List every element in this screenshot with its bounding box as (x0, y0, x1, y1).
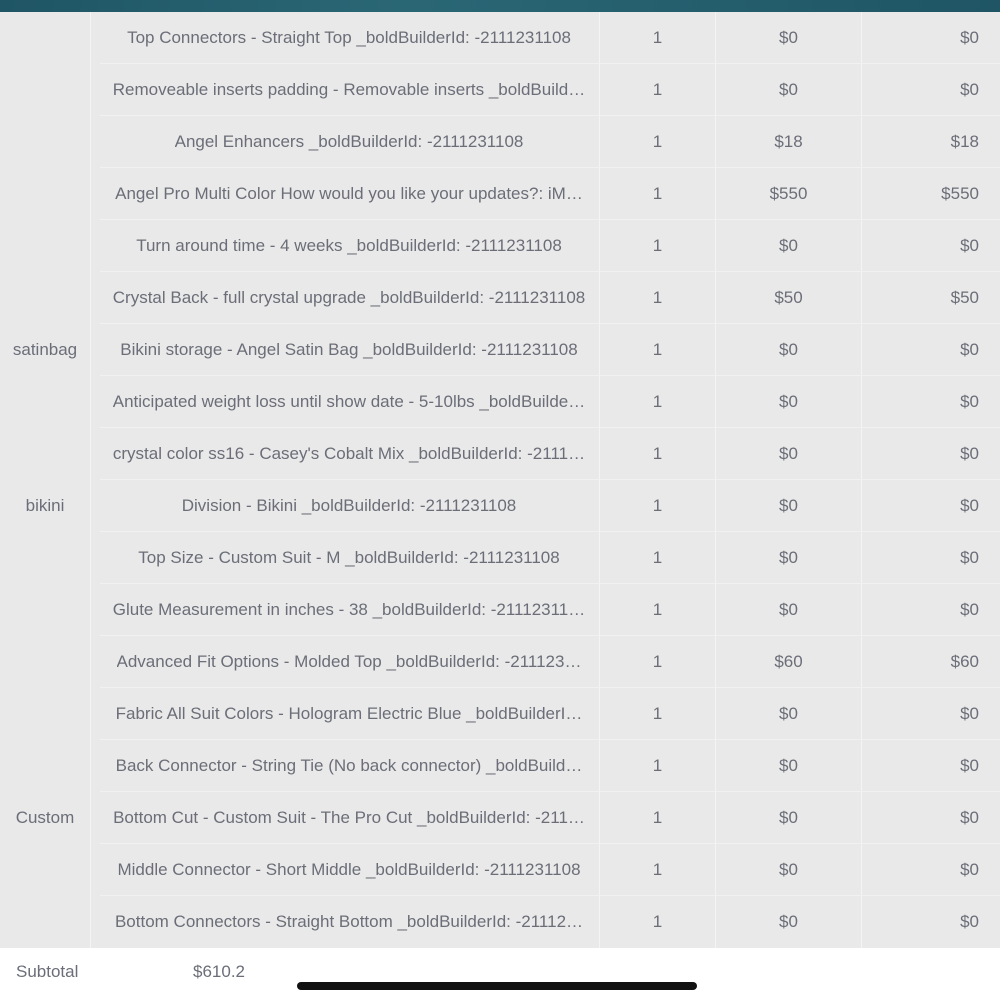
item-name-cell (90, 740, 600, 792)
item-name: Angel Pro Multi Color How would you like your updates?: iM… (115, 184, 583, 203)
item-name: Crystal Back - full crystal upgrade _boldBuilderId: -2111231108 (112, 288, 586, 307)
item-name-cell (90, 688, 600, 740)
table-row (0, 636, 1000, 688)
price-cell: $0 (716, 12, 862, 64)
quantity-cell: 1 (600, 168, 716, 220)
quantity-cell: 1 (600, 116, 716, 168)
item-name: Division - Bikini _boldBuilderId: -2111231108 (181, 496, 517, 515)
item-name: Glute Measurement in inches - 38 _boldBuilderId: -21112311… (112, 600, 586, 619)
price-cell: $60 (716, 636, 862, 688)
price-cell: $0 (716, 792, 862, 844)
line-total-cell: $0 (960, 28, 979, 47)
sku-cell: Custom (15, 808, 75, 827)
quantity-cell: 1 (600, 688, 716, 740)
price-cell: $0 (716, 532, 862, 584)
sku-cell (0, 532, 90, 584)
item-name-cell (90, 64, 600, 116)
sku-cell (0, 12, 90, 64)
quantity-cell: 1 (600, 532, 716, 584)
subtotal-value: $610.2 (193, 962, 245, 981)
quantity-cell: 1 (600, 64, 716, 116)
item-name: Advanced Fit Options - Molded Top _boldBuilderId: -211123… (116, 652, 582, 671)
line-total-cell: $18 (950, 132, 979, 151)
sku-cell (0, 688, 90, 740)
sku-cell (0, 376, 90, 428)
item-name-cell (90, 896, 600, 948)
line-total-cell: $0 (960, 600, 979, 619)
price-cell: $0 (716, 844, 862, 896)
item-name: Middle Connector - Short Middle _boldBuilderId: -2111231108 (117, 860, 581, 879)
table-row (0, 480, 1000, 532)
item-name-cell (90, 844, 600, 896)
table-row (0, 272, 1000, 324)
sku-cell (0, 220, 90, 272)
table-row (0, 740, 1000, 792)
item-name-cell (90, 376, 600, 428)
item-name-cell (90, 324, 600, 376)
table-row (0, 844, 1000, 896)
item-name-cell (90, 220, 600, 272)
line-total-cell: $0 (960, 548, 979, 567)
line-total-cell: $0 (960, 80, 979, 99)
table-header-strip (0, 0, 1000, 12)
table-row (0, 12, 1000, 64)
quantity-cell: 1 (600, 428, 716, 480)
table-row (0, 792, 1000, 844)
line-total-cell: $0 (960, 392, 979, 411)
item-name-cell (90, 532, 600, 584)
item-name-cell (90, 636, 600, 688)
item-name: Angel Enhancers _boldBuilderId: -2111231108 (174, 132, 524, 151)
quantity-cell: 1 (600, 272, 716, 324)
table-row (0, 688, 1000, 740)
sku-cell (0, 636, 90, 688)
line-items-table (0, 12, 1000, 948)
price-cell: $18 (716, 116, 862, 168)
item-name-cell (90, 272, 600, 324)
item-name: Top Size - Custom Suit - M _boldBuilderId: -2111231108 (138, 548, 560, 567)
sku-cell (0, 116, 90, 168)
price-cell: $0 (716, 896, 862, 948)
line-total-cell: $0 (960, 756, 979, 775)
table-row (0, 376, 1000, 428)
price-cell: $0 (716, 220, 862, 272)
item-name: Back Connector - String Tie (No back connector) _boldBuild… (115, 756, 583, 775)
subtotal-label: Subtotal (16, 962, 79, 981)
item-name-cell (90, 12, 600, 64)
sku-cell (0, 64, 90, 116)
line-total-cell: $0 (960, 236, 979, 255)
sku-cell (0, 844, 90, 896)
sku-cell (0, 428, 90, 480)
item-name: Fabric All Suit Colors - Hologram Electric Blue _boldBuilderI… (115, 704, 583, 723)
price-cell: $0 (716, 428, 862, 480)
item-name: Bottom Connectors - Straight Bottom _boldBuilderId: -21112… (114, 912, 584, 931)
price-cell: $50 (716, 272, 862, 324)
home-indicator-bar[interactable] (297, 982, 697, 990)
item-name: Turn around time - 4 weeks _boldBuilderId: -2111231108 (136, 236, 562, 255)
quantity-cell: 1 (600, 636, 716, 688)
table-row (0, 584, 1000, 636)
item-name: Top Connectors - Straight Top _boldBuilderId: -2111231108 (127, 28, 571, 47)
quantity-cell: 1 (600, 584, 716, 636)
sku-cell (0, 740, 90, 792)
quantity-cell: 1 (600, 324, 716, 376)
line-total-cell: $0 (960, 860, 979, 879)
sku-cell (0, 584, 90, 636)
item-name-cell (90, 480, 600, 532)
item-name: Bikini storage - Angel Satin Bag _boldBuilderId: -2111231108 (120, 340, 578, 359)
table-row (0, 116, 1000, 168)
quantity-cell: 1 (600, 792, 716, 844)
item-name-cell (90, 792, 600, 844)
table-row (0, 532, 1000, 584)
quantity-cell: 1 (600, 220, 716, 272)
item-name: Removeable inserts padding - Removable inserts _boldBuild… (112, 80, 586, 99)
table-row (0, 896, 1000, 948)
table-row (0, 324, 1000, 376)
line-total-cell: $0 (960, 444, 979, 463)
line-total-cell: $0 (960, 704, 979, 723)
item-name-cell (90, 116, 600, 168)
item-name-cell (90, 428, 600, 480)
line-total-cell: $0 (960, 808, 979, 827)
line-total-cell: $550 (941, 184, 979, 203)
sku-cell (0, 272, 90, 324)
sku-cell (0, 896, 90, 948)
quantity-cell: 1 (600, 12, 716, 64)
item-name-cell (90, 584, 600, 636)
line-total-cell: $50 (950, 288, 979, 307)
item-name: Anticipated weight loss until show date - 5-10lbs _boldBuilde… (112, 392, 586, 411)
price-cell: $0 (716, 740, 862, 792)
table-row (0, 428, 1000, 480)
line-total-cell: $0 (960, 912, 979, 931)
price-cell: $0 (716, 688, 862, 740)
item-name: crystal color ss16 - Casey's Cobalt Mix _boldBuilderId: -2111… (112, 444, 586, 463)
subtotal-footer (0, 948, 1000, 1000)
line-total-cell: $60 (950, 652, 979, 671)
sku-cell (0, 168, 90, 220)
item-name: Bottom Cut - Custom Suit - The Pro Cut _boldBuilderId: -211… (113, 808, 585, 827)
line-total-cell: $0 (960, 340, 979, 359)
quantity-cell: 1 (600, 376, 716, 428)
price-cell: $0 (716, 324, 862, 376)
quantity-cell: 1 (600, 896, 716, 948)
table-row (0, 64, 1000, 116)
price-cell: $0 (716, 480, 862, 532)
item-name-cell (90, 168, 600, 220)
quantity-cell: 1 (600, 480, 716, 532)
price-cell: $0 (716, 376, 862, 428)
table-row (0, 168, 1000, 220)
price-cell: $0 (716, 584, 862, 636)
line-total-cell: $0 (960, 496, 979, 515)
price-cell: $0 (716, 64, 862, 116)
sku-cell: bikini (25, 496, 65, 515)
quantity-cell: 1 (600, 844, 716, 896)
quantity-cell: 1 (600, 740, 716, 792)
table-row (0, 220, 1000, 272)
price-cell: $550 (716, 168, 862, 220)
sku-cell: satinbag (12, 340, 78, 359)
